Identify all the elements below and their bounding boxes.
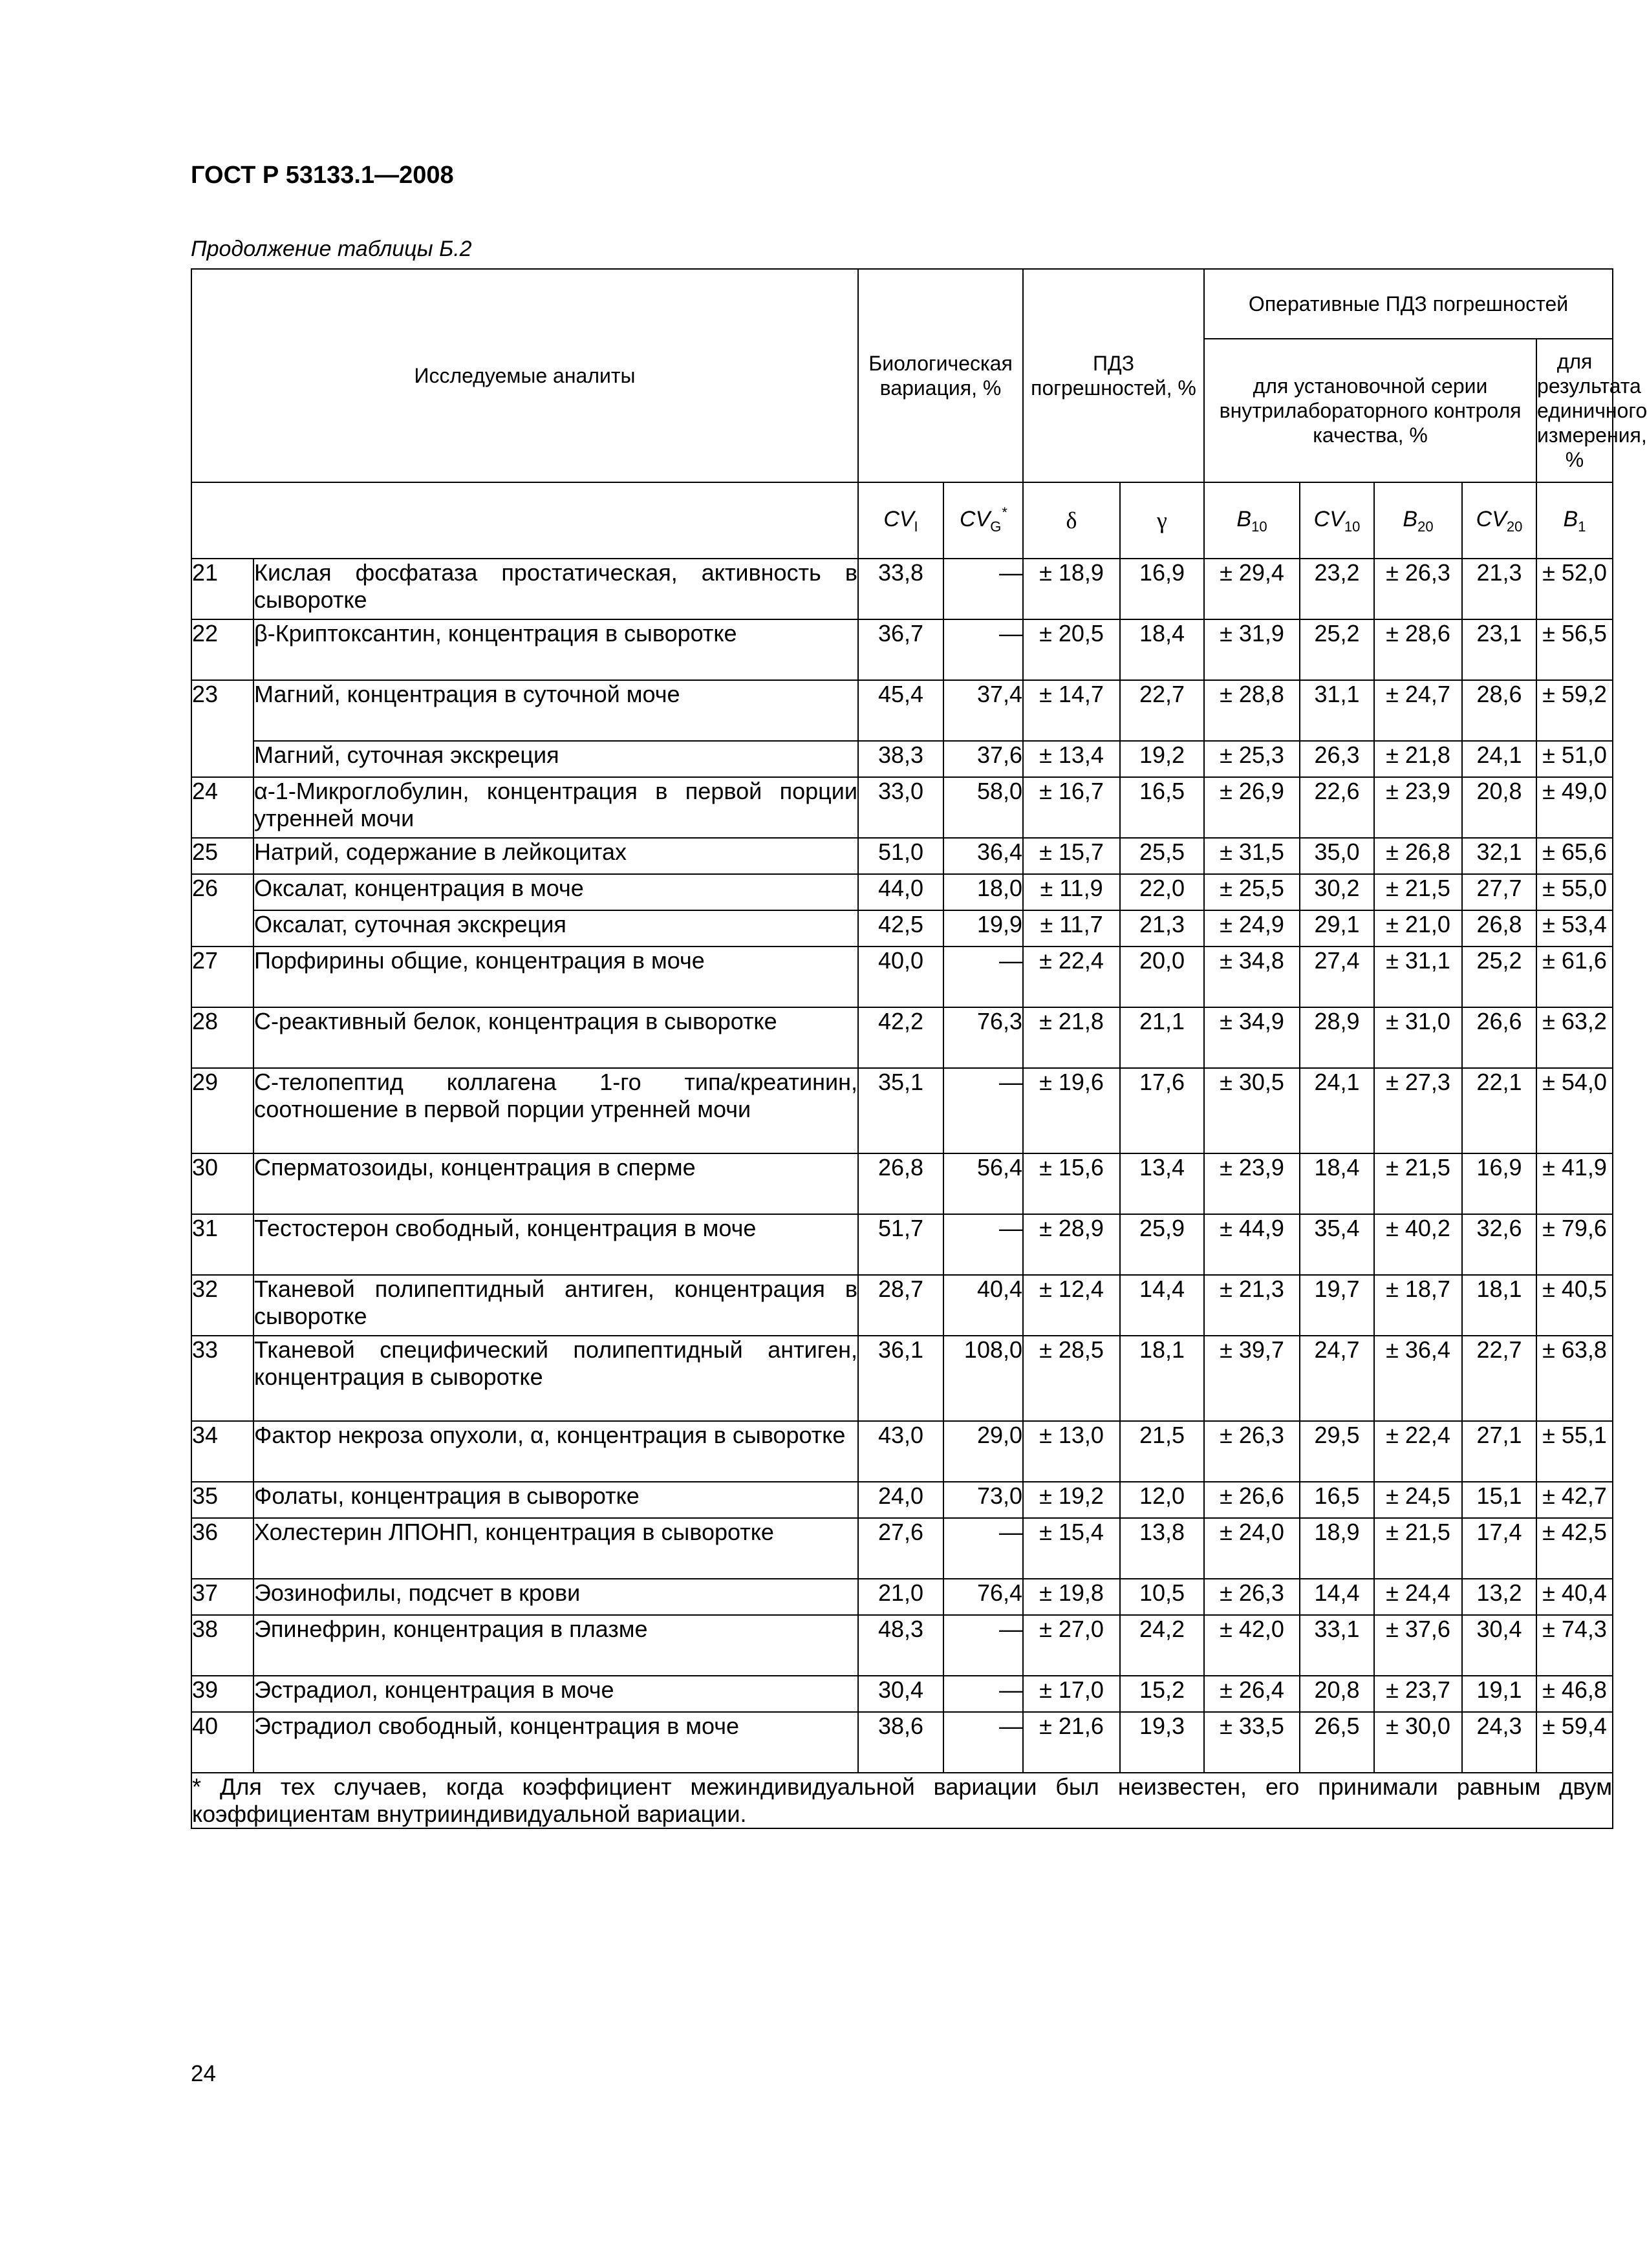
cell-delta: ± 12,4 [1023,1275,1120,1336]
cell-b20: ± 21,5 [1374,1153,1462,1214]
cell-delta: ± 11,9 [1023,874,1120,910]
cell-b1: ± 56,5 [1536,619,1613,680]
cell-b10: ± 26,3 [1204,1421,1300,1482]
cell-cvi: 51,0 [858,838,943,874]
cell-b10: ± 26,9 [1204,777,1300,838]
cell-delta: ± 15,6 [1023,1153,1120,1214]
cell-delta: ± 27,0 [1023,1615,1120,1676]
table-row [191,777,1613,838]
cell-b10: ± 25,5 [1204,874,1300,910]
header-analytes-blank [191,482,858,559]
cell-cv10: 29,5 [1300,1421,1374,1482]
cell-b20: ± 21,5 [1374,874,1462,910]
sym-b10: $B_{10}$ [1204,482,1300,559]
header-single: для результата единичного измерения, % [1536,339,1613,482]
cell-cvi: 45,4 [858,680,943,741]
cell-gamma: 22,7 [1120,680,1204,741]
cell-cvi: 42,5 [858,910,943,947]
cell-cv10: 28,9 [1300,1007,1374,1068]
cell-cv20: 13,2 [1462,1579,1536,1615]
cell-cvi: 35,1 [858,1068,943,1153]
cell-b20: ± 22,4 [1374,1421,1462,1482]
cell-cvg: 76,4 [943,1579,1023,1615]
cell-b1: ± 63,8 [1536,1336,1613,1421]
cell-b20: ± 27,3 [1374,1068,1462,1153]
header-operative-pdz: Оперативные ПДЗ погрешностей [1204,269,1613,339]
cell-gamma: 21,5 [1120,1421,1204,1482]
cell-cvi: 21,0 [858,1579,943,1615]
cell-cvg: — [943,1214,1023,1275]
row-number: 40 [191,1712,253,1773]
table-row [191,1275,1613,1336]
table-row [191,1153,1613,1214]
cell-b1: ± 41,9 [1536,1153,1613,1214]
cell-cvi: 36,1 [858,1336,943,1421]
row-number: 28 [191,1007,253,1068]
row-number: 32 [191,1275,253,1336]
cell-b1: ± 52,0 [1536,559,1613,619]
cell-b10: ± 44,9 [1204,1214,1300,1275]
cell-b1: ± 59,4 [1536,1712,1613,1773]
analyte-name: Порфирины общие, концентрация в моче [253,947,858,1007]
cell-cv20: 22,1 [1462,1068,1536,1153]
row-number: 35 [191,1482,253,1518]
cell-gamma: 22,0 [1120,874,1204,910]
cell-gamma: 25,5 [1120,838,1204,874]
cell-b20: ± 24,5 [1374,1482,1462,1518]
cell-delta: ± 16,7 [1023,777,1120,838]
cell-cv10: 29,1 [1300,910,1374,947]
cell-cvg: 58,0 [943,777,1023,838]
cell-b20: ± 23,9 [1374,777,1462,838]
cell-b10: ± 34,8 [1204,947,1300,1007]
cell-b10: ± 39,7 [1204,1336,1300,1421]
cell-b20: ± 36,4 [1374,1336,1462,1421]
row-number: 29 [191,1068,253,1153]
cell-cvg: — [943,1676,1023,1712]
analyte-name: Натрий, содержание в лейкоцитах [253,838,858,874]
row-number: 37 [191,1579,253,1615]
cell-cvg: — [943,1615,1023,1676]
cell-cv10: 23,2 [1300,559,1374,619]
cell-cvg: 29,0 [943,1421,1023,1482]
cell-b10: ± 28,8 [1204,680,1300,741]
cell-delta: ± 19,6 [1023,1068,1120,1153]
analyte-name: Сперматозоиды, концентрация в сперме [253,1153,858,1214]
cell-gamma: 10,5 [1120,1579,1204,1615]
cell-delta: ± 21,8 [1023,1007,1120,1068]
analyte-name: Оксалат, суточная экскреция [253,910,858,947]
cell-delta: ± 14,7 [1023,680,1120,741]
table-row [191,1007,1613,1068]
table-row [191,1214,1613,1275]
sym-b1: $B_1$ [1536,482,1613,559]
cell-b20: ± 21,0 [1374,910,1462,947]
cell-b1: ± 61,6 [1536,947,1613,1007]
row-number: 38 [191,1615,253,1676]
row-number: 22 [191,619,253,680]
cell-delta: ± 18,9 [1023,559,1120,619]
cell-cv10: 20,8 [1300,1676,1374,1712]
cell-b10: ± 24,9 [1204,910,1300,947]
cell-cv10: 24,1 [1300,1068,1374,1153]
table-row [191,1421,1613,1482]
cell-cv10: 18,9 [1300,1518,1374,1579]
sym-cvg: $CV_G^*$ [943,482,1023,559]
cell-delta: ± 20,5 [1023,619,1120,680]
cell-cvg: 108,0 [943,1336,1023,1421]
cell-gamma: 18,4 [1120,619,1204,680]
cell-cvg: — [943,947,1023,1007]
analyte-name: α-1-Микроглобулин, концентрация в первой порции утренней мочи [253,777,858,838]
cell-cv20: 18,1 [1462,1275,1536,1336]
analyte-name: Фолаты, концентрация в сыворотке [253,1482,858,1518]
cell-b1: ± 40,5 [1536,1275,1613,1336]
cell-cvi: 38,3 [858,741,943,777]
table-row [191,1068,1613,1153]
cell-b1: ± 46,8 [1536,1676,1613,1712]
cell-cvi: 51,7 [858,1214,943,1275]
analyte-name: С-реактивный белок, концентрация в сыворотке [253,1007,858,1068]
cell-cvg: 37,6 [943,741,1023,777]
cell-cvi: 38,6 [858,1712,943,1773]
row-number: 30 [191,1153,253,1214]
document-title: ГОСТ Р 53133.1—2008 [191,162,454,189]
cell-gamma: 12,0 [1120,1482,1204,1518]
cell-cvg: — [943,559,1023,619]
cell-cvg: — [943,1068,1023,1153]
cell-cvg: — [943,619,1023,680]
cell-cv10: 16,5 [1300,1482,1374,1518]
cell-b10: ± 26,4 [1204,1676,1300,1712]
cell-b1: ± 63,2 [1536,1007,1613,1068]
sym-gamma: γ [1120,482,1204,559]
cell-gamma: 21,3 [1120,910,1204,947]
analyte-name: Холестерин ЛПОНП, концентрация в сыворотке [253,1518,858,1579]
analyte-name: Эстрадиол свободный, концентрация в моче [253,1712,858,1773]
cell-delta: ± 15,4 [1023,1518,1120,1579]
cell-b10: ± 31,5 [1204,838,1300,874]
header-analytes: Исследуемые аналиты [191,269,858,482]
cell-gamma: 17,6 [1120,1068,1204,1153]
analyte-name: Магний, суточная экскреция [253,741,858,777]
cell-cv10: 26,5 [1300,1712,1374,1773]
cell-b1: ± 42,5 [1536,1518,1613,1579]
cell-cvi: 48,3 [858,1615,943,1676]
cell-gamma: 19,3 [1120,1712,1204,1773]
cell-b10: ± 42,0 [1204,1615,1300,1676]
cell-cv10: 35,4 [1300,1214,1374,1275]
cell-b1: ± 49,0 [1536,777,1613,838]
cell-b1: ± 40,4 [1536,1579,1613,1615]
cell-cv20: 26,6 [1462,1007,1536,1068]
table-row [191,680,1613,741]
cell-cvi: 44,0 [858,874,943,910]
cell-cvi: 33,8 [858,559,943,619]
cell-gamma: 20,0 [1120,947,1204,1007]
cell-gamma: 25,9 [1120,1214,1204,1275]
analyte-name: Магний, концентрация в суточной моче [253,680,858,741]
analytes-table [191,268,1647,1829]
cell-b20: ± 24,4 [1374,1579,1462,1615]
cell-gamma: 19,2 [1120,741,1204,777]
cell-b1: ± 74,3 [1536,1615,1613,1676]
page-number: 24 [191,2061,216,2086]
cell-cv10: 26,3 [1300,741,1374,777]
table-row [191,741,1613,777]
analyte-name: Эпинефрин, концентрация в плазме [253,1615,858,1676]
cell-cv20: 17,4 [1462,1518,1536,1579]
header-bio-variation: Биологическая вариация, % [858,269,1023,482]
row-number [191,910,253,947]
cell-delta: ± 21,6 [1023,1712,1120,1773]
cell-b20: ± 37,6 [1374,1615,1462,1676]
analyte-name: Тканевой полипептидный антиген, концентрация в сыворотке [253,1275,858,1336]
table-row [191,1579,1613,1615]
sym-delta: δ [1023,482,1120,559]
row-number: 26 [191,874,253,910]
cell-gamma: 14,4 [1120,1275,1204,1336]
cell-cv20: 21,3 [1462,559,1536,619]
row-number: 33 [191,1336,253,1421]
cell-cvg: 36,4 [943,838,1023,874]
cell-b20: ± 24,7 [1374,680,1462,741]
cell-delta: ± 22,4 [1023,947,1120,1007]
sym-cv20: $CV_{20}$ [1462,482,1536,559]
cell-b10: ± 25,3 [1204,741,1300,777]
row-number: 25 [191,838,253,874]
cell-b1: ± 54,0 [1536,1068,1613,1153]
cell-cvg: — [943,1518,1023,1579]
cell-b1: ± 59,2 [1536,680,1613,741]
cell-cv20: 32,6 [1462,1214,1536,1275]
cell-gamma: 13,4 [1120,1153,1204,1214]
row-number: 34 [191,1421,253,1482]
cell-cv10: 31,1 [1300,680,1374,741]
row-number: 36 [191,1518,253,1579]
cell-b20: ± 26,3 [1374,559,1462,619]
cell-b10: ± 31,9 [1204,619,1300,680]
row-number: 31 [191,1214,253,1275]
table-row [191,910,1613,947]
analyte-name: β-Криптоксантин, концентрация в сыворотке [253,619,858,680]
cell-cv20: 16,9 [1462,1153,1536,1214]
cell-b20: ± 28,6 [1374,619,1462,680]
table-row [191,1676,1613,1712]
cell-cvi: 24,0 [858,1482,943,1518]
table-caption: Продолжение таблицы Б.2 [191,237,472,261]
cell-cvi: 27,6 [858,1518,943,1579]
table-footnote: * Для тех случаев, когда коэффициент межиндивидуальной вариации был неизвестен, его принимали равным двум коэффициентам внутрииндивидуальной вариации. [192,1773,1613,1827]
cell-b10: ± 34,9 [1204,1007,1300,1068]
cell-b1: ± 79,6 [1536,1214,1613,1275]
cell-b20: ± 21,5 [1374,1518,1462,1579]
sym-b20: $B_{20}$ [1374,482,1462,559]
cell-cvi: 30,4 [858,1676,943,1712]
cell-b1: ± 42,7 [1536,1482,1613,1518]
analyte-name: С-телопептид коллагена 1-го типа/креатинин, соотношение в первой порции утренней мочи [253,1068,858,1153]
cell-b20: ± 21,8 [1374,741,1462,777]
cell-cvg: — [943,1712,1023,1773]
sym-cv10: $CV_{10}$ [1300,482,1374,559]
cell-cv10: 25,2 [1300,619,1374,680]
cell-cvi: 26,8 [858,1153,943,1214]
cell-b1: ± 53,4 [1536,910,1613,947]
cell-cvi: 28,7 [858,1275,943,1336]
cell-cv20: 26,8 [1462,910,1536,947]
cell-gamma: 16,5 [1120,777,1204,838]
cell-cvg: 37,4 [943,680,1023,741]
cell-b20: ± 18,7 [1374,1275,1462,1336]
analyte-name: Эозинофилы, подсчет в крови [253,1579,858,1615]
cell-delta: ± 11,7 [1023,910,1120,947]
table-row [191,1615,1613,1676]
table-row [191,874,1613,910]
table-row [191,947,1613,1007]
cell-b20: ± 30,0 [1374,1712,1462,1773]
cell-gamma: 15,2 [1120,1676,1204,1712]
cell-delta: ± 13,4 [1023,741,1120,777]
table-body [191,559,1613,1773]
cell-delta: ± 19,8 [1023,1579,1120,1615]
cell-delta: ± 28,5 [1023,1336,1120,1421]
cell-cv20: 19,1 [1462,1676,1536,1712]
analyte-name: Кислая фосфатаза простатическая, активность в сыворотке [253,559,858,619]
cell-gamma: 18,1 [1120,1336,1204,1421]
cell-b20: ± 31,0 [1374,1007,1462,1068]
cell-cv10: 19,7 [1300,1275,1374,1336]
cell-delta: ± 15,7 [1023,838,1120,874]
analyte-name: Тканевой специфический полипептидный антиген, концентрация в сыворотке [253,1336,858,1421]
cell-cvg: 19,9 [943,910,1023,947]
cell-cv10: 18,4 [1300,1153,1374,1214]
table-row [191,619,1613,680]
analyte-name: Оксалат, концентрация в моче [253,874,858,910]
cell-b10: ± 21,3 [1204,1275,1300,1336]
table-row [191,559,1613,619]
cell-cvg: 56,4 [943,1153,1023,1214]
analyte-name: Эстрадиол, концентрация в моче [253,1676,858,1712]
sym-cvi: $CV_I$ [858,482,943,559]
cell-b20: ± 40,2 [1374,1214,1462,1275]
cell-b10: ± 33,5 [1204,1712,1300,1773]
cell-cv20: 22,7 [1462,1336,1536,1421]
cell-cvi: 42,2 [858,1007,943,1068]
cell-gamma: 13,8 [1120,1518,1204,1579]
cell-delta: ± 17,0 [1023,1676,1120,1712]
cell-cvg: 40,4 [943,1275,1023,1336]
cell-cv10: 22,6 [1300,777,1374,838]
cell-b20: ± 26,8 [1374,838,1462,874]
row-number: 24 [191,777,253,838]
table-row [191,1712,1613,1773]
cell-b10: ± 23,9 [1204,1153,1300,1214]
table-row [191,838,1613,874]
row-number: 23 [191,680,253,741]
cell-cv20: 32,1 [1462,838,1536,874]
header-series: для установочной серии внутрилабораторного контроля качества, % [1204,339,1536,482]
cell-b20: ± 23,7 [1374,1676,1462,1712]
cell-cvg: 18,0 [943,874,1023,910]
cell-cvi: 40,0 [858,947,943,1007]
cell-cvi: 33,0 [858,777,943,838]
cell-cv20: 30,4 [1462,1615,1536,1676]
cell-cvi: 36,7 [858,619,943,680]
cell-b10: ± 24,0 [1204,1518,1300,1579]
header-pdz: ПДЗ погрешностей, % [1023,269,1204,482]
cell-cv10: 30,2 [1300,874,1374,910]
cell-delta: ± 19,2 [1023,1482,1120,1518]
analyte-name: Тестостерон свободный, концентрация в моче [253,1214,858,1275]
cell-cv20: 23,1 [1462,619,1536,680]
table-row [191,1482,1613,1518]
row-number [191,741,253,777]
cell-delta: ± 13,0 [1023,1421,1120,1482]
cell-delta: ± 28,9 [1023,1214,1120,1275]
cell-b20: ± 31,1 [1374,947,1462,1007]
cell-gamma: 24,2 [1120,1615,1204,1676]
cell-cv10: 24,7 [1300,1336,1374,1421]
cell-cvg: 73,0 [943,1482,1023,1518]
cell-b10: ± 26,6 [1204,1482,1300,1518]
cell-cv10: 35,0 [1300,838,1374,874]
cell-cv10: 33,1 [1300,1615,1374,1676]
cell-cvi: 43,0 [858,1421,943,1482]
analyte-name: Фактор некроза опухоли, α, концентрация в сыворотке [253,1421,858,1482]
cell-b1: ± 55,1 [1536,1421,1613,1482]
cell-b1: ± 55,0 [1536,874,1613,910]
cell-cvg: 76,3 [943,1007,1023,1068]
table-row [191,1336,1613,1421]
cell-cv20: 20,8 [1462,777,1536,838]
row-number: 21 [191,559,253,619]
cell-cv20: 25,2 [1462,947,1536,1007]
cell-b1: ± 65,6 [1536,838,1613,874]
cell-gamma: 21,1 [1120,1007,1204,1068]
cell-cv20: 27,7 [1462,874,1536,910]
cell-gamma: 16,9 [1120,559,1204,619]
cell-cv10: 27,4 [1300,947,1374,1007]
row-number: 39 [191,1676,253,1712]
cell-cv20: 15,1 [1462,1482,1536,1518]
cell-cv10: 14,4 [1300,1579,1374,1615]
cell-b10: ± 30,5 [1204,1068,1300,1153]
cell-cv20: 27,1 [1462,1421,1536,1482]
cell-cv20: 24,3 [1462,1712,1536,1773]
cell-cv20: 28,6 [1462,680,1536,741]
cell-b1: ± 51,0 [1536,741,1613,777]
table-row [191,1518,1613,1579]
cell-b10: ± 29,4 [1204,559,1300,619]
cell-cv20: 24,1 [1462,741,1536,777]
row-number: 27 [191,947,253,1007]
cell-b10: ± 26,3 [1204,1579,1300,1615]
